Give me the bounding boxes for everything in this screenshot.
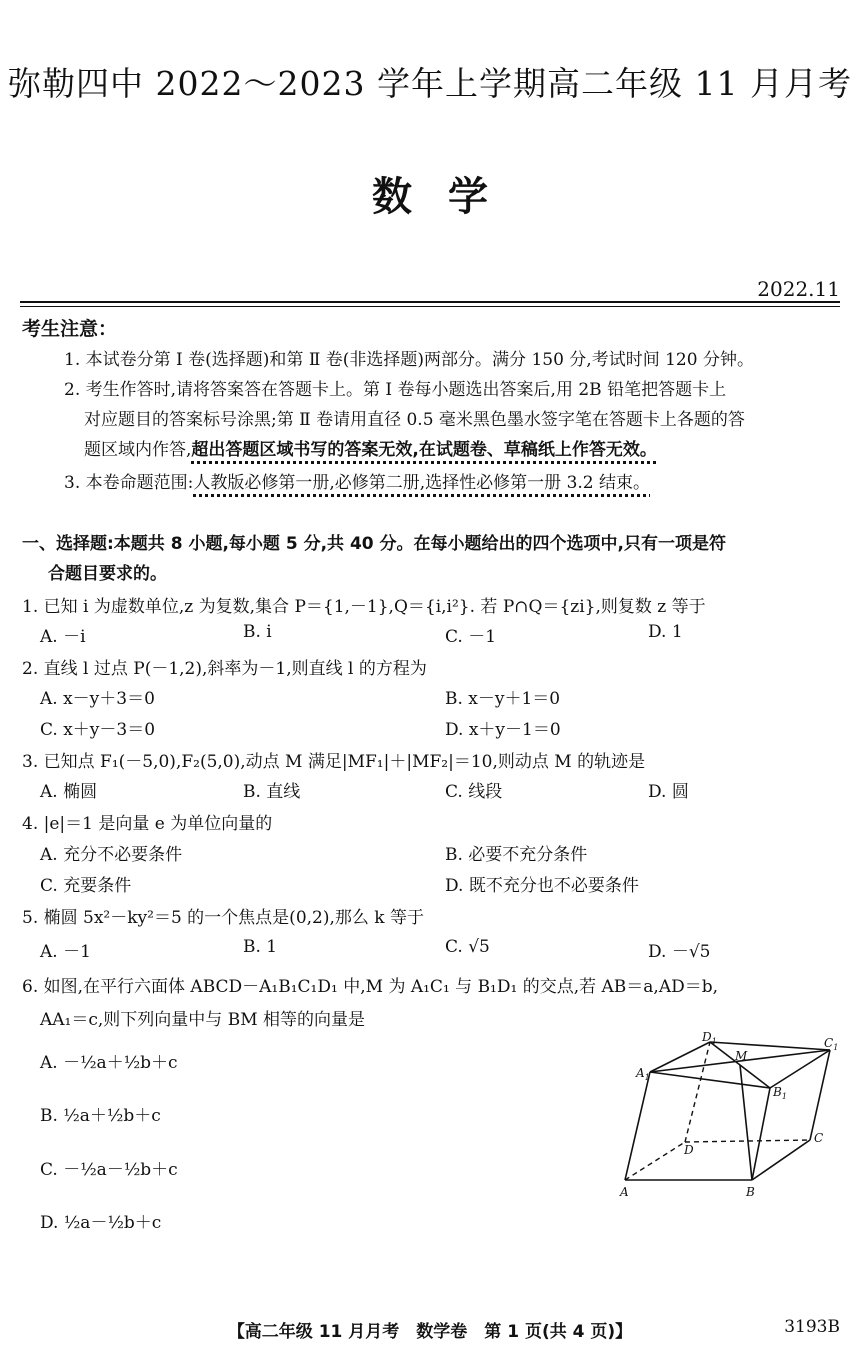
label-b: B	[746, 1185, 755, 1199]
question-1-option-a: A. －i	[40, 627, 86, 647]
section-1-heading-line-2: 合题目要求的。	[48, 564, 167, 584]
label-a: A	[620, 1185, 629, 1199]
question-6-option-a: A. －½a＋½b＋c	[40, 1053, 178, 1073]
notice-item-2-line-1: 2. 考生作答时,请将答案答在答题卡上。第 Ⅰ 卷每小题选出答案后,用 2B 铅笔把答题卡上	[64, 380, 727, 400]
segment-b-m	[740, 1065, 752, 1180]
question-5-stem: 5. 椭圆 5x²－ky²＝5 的一个焦点是(0,2),那么 k 等于	[22, 908, 424, 928]
header-rule-thick	[20, 301, 840, 303]
question-4-option-c: C. 充要条件	[40, 876, 132, 896]
question-3-option-c: C. 线段	[445, 782, 503, 802]
question-1-option-d: D. 1	[648, 622, 683, 642]
edge-d-d1-hidden	[685, 1042, 710, 1142]
edge-b1-b	[752, 1088, 770, 1180]
notice-item-2-line-2: 对应题目的答案标号涂黑;第 Ⅱ 卷请用直径 0.5 毫米黑色墨水签字笔在答题卡上各题的答	[84, 410, 745, 430]
label-c1: $C_1$	[824, 1036, 839, 1052]
question-1-option-c: C. －1	[445, 627, 497, 647]
question-6-stem-line-2: AA₁＝c,则下列向量中与 BM 相等的向量是	[40, 1010, 365, 1030]
question-2-option-b: B. x－y＋1＝0	[445, 689, 561, 709]
edge-d1-a1	[650, 1042, 710, 1072]
question-5-option-c: C. √5	[445, 937, 490, 957]
edge-b-c	[752, 1140, 810, 1180]
question-5-option-b: B. 1	[243, 937, 278, 957]
question-6-option-c: C. －½a－½b＋c	[40, 1160, 178, 1180]
question-1-stem: 1. 已知 i 为虚数单位,z 为复数,集合 P＝{1,－1},Q＝{i,i²}. 若 P∩Q＝{zi},则复数 z 等于	[22, 597, 706, 617]
label-b1: $B_1$	[773, 1085, 787, 1101]
label-d1: $D_1$	[702, 1030, 717, 1046]
question-5-option-d: D. －√5	[648, 942, 711, 962]
edge-a1-a	[625, 1072, 650, 1180]
question-2-stem: 2. 直线 l 过点 P(－1,2),斜率为－1,则直线 l 的方程为	[22, 659, 427, 679]
notice-heading: 考生注意：	[22, 318, 118, 340]
notice-item-3	[64, 468, 650, 493]
edge-c1-c	[810, 1050, 830, 1140]
label-m: M	[735, 1049, 748, 1063]
label-d: D	[684, 1143, 694, 1157]
question-5-option-a: A. －1	[40, 942, 91, 962]
section-1-heading	[22, 529, 842, 589]
exam-title: 弥勒四中 2022～2023 学年上学期高二年级 11 月月考	[8, 64, 852, 103]
question-6-option-b: B. ½a＋½b＋c	[40, 1106, 161, 1126]
section-1-heading-line-1: 一、选择题:本题共 8 小题,每小题 5 分,共 40 分。在每小题给出的四个选项中,只有一项是符	[22, 534, 726, 554]
header-rule-thin	[20, 306, 840, 307]
question-6-stem-line-1: 6. 如图,在平行六面体 ABCD－A₁B₁C₁D₁ 中,M 为 A₁C₁ 与 B₁D₁ 的交点,若 AB＝a,AD＝b,	[22, 977, 719, 997]
question-4-stem: 4. |e|＝1 是向量 e 为单位向量的	[22, 814, 273, 834]
parallelepiped-figure	[610, 1030, 845, 1205]
notice-item-1: 1. 本试卷分第 Ⅰ 卷(选择题)和第 Ⅱ 卷(非选择题)两部分。满分 150 分,考试时间 120 分钟。	[64, 350, 754, 370]
notice-item-2-line-3	[84, 435, 657, 460]
question-3-option-d: D. 圆	[648, 782, 689, 802]
question-2-option-c: C. x＋y－3＝0	[40, 720, 156, 740]
edge-a-d-hidden	[625, 1142, 685, 1180]
label-c: C	[814, 1131, 824, 1145]
question-4-option-a: A. 充分不必要条件	[40, 845, 183, 865]
parallelepiped-edges	[625, 1042, 830, 1180]
edge-c1-d1	[710, 1042, 830, 1050]
question-4-option-d: D. 既不充分也不必要条件	[445, 876, 639, 896]
notice-item-2-plain: 题区域内作答,	[84, 440, 192, 460]
notice-item-2-emphasis: 超出答题区域书写的答案无效,在试题卷、草稿纸上作答无效。	[191, 440, 657, 460]
exam-code: 3193B	[784, 1317, 840, 1337]
question-3-option-b: B. 直线	[243, 782, 301, 802]
question-1-option-b: B. i	[243, 622, 272, 642]
question-3-option-a: A. 椭圆	[40, 782, 98, 802]
question-2-option-a: A. x－y＋3＝0	[40, 689, 155, 709]
question-6-option-d: D. ½a－½b＋c	[40, 1213, 162, 1233]
question-3-stem: 3. 已知点 F₁(－5,0),F₂(5,0),动点 M 满足|MF₁|＋|MF₂|＝10,则动点 M 的轨迹是	[22, 752, 646, 772]
notice-item-3-emphasis: 人教版必修第一册,必修第二册,选择性必修第一册 3.2 结束。	[193, 473, 651, 493]
exam-date: 2022.11	[757, 277, 840, 301]
subject-title: 数学	[372, 174, 524, 220]
notice-item-3-plain: 3. 本卷命题范围:	[64, 473, 194, 493]
label-a1: $A_1$	[636, 1066, 650, 1082]
question-4-option-b: B. 必要不充分条件	[445, 845, 588, 865]
page-footer: 【高二年级 11 月月考 数学卷 第 1 页(共 4 页)】	[227, 1322, 633, 1342]
question-2-option-d: D. x＋y－1＝0	[445, 720, 561, 740]
